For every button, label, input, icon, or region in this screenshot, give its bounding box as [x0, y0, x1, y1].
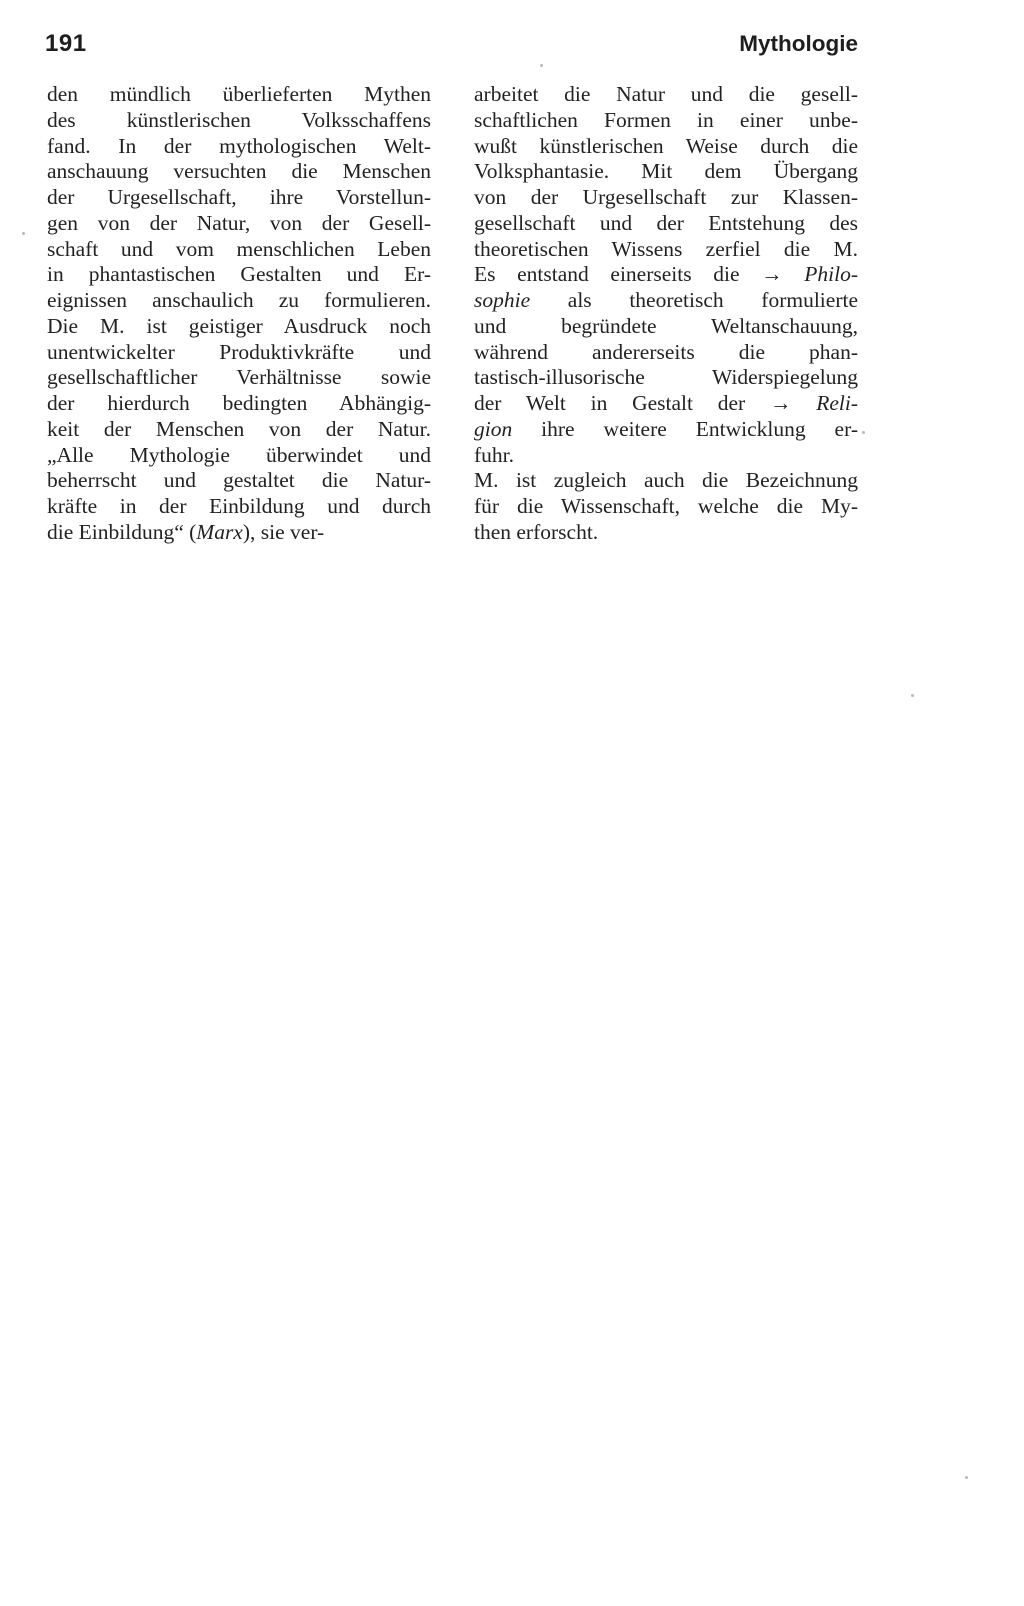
right-column-line: gesellschaft und der Entstehung des	[474, 210, 858, 235]
right-column-line	[474, 288, 858, 314]
right-column-line: wußt künstlerischen Weise durch die	[474, 133, 858, 158]
page-number: 191	[45, 30, 87, 57]
line-text: als theoretisch formulierte	[530, 288, 858, 312]
left-column-line: fand. In der mythologischen Welt-	[47, 133, 431, 158]
line-text: Es entstand einerseits die →	[474, 262, 805, 287]
scan-speck	[22, 232, 25, 235]
left-column-line: unentwickelter Produktivkräfte und	[47, 339, 431, 364]
right-column-line: tastisch-illusorische Widerspiegelung	[474, 365, 858, 390]
left-column-line: der Urgesellschaft, ihre Vorstellun-	[47, 185, 431, 209]
left-column-line: kräfte in der Einbildung und durch	[47, 494, 431, 518]
line-text: der Welt in Gestalt der →	[474, 391, 817, 415]
left-column-line: Die M. ist geistiger Ausdruck noch	[47, 313, 431, 338]
cross-reference-term: Marx	[196, 519, 243, 544]
scan-speck	[862, 431, 865, 434]
right-column-line: und begründete Weltanschauung,	[474, 313, 858, 338]
right-column-line: theoretischen Wissens zerfiel die M.	[474, 236, 858, 261]
right-column-line: während andererseits die phan-	[474, 339, 858, 364]
cross-reference-term: Philo-	[804, 262, 858, 287]
left-column-line: gen von der Natur, von der Gesell-	[47, 210, 431, 235]
cross-reference-term: gion	[474, 416, 513, 441]
right-column-line: für die Wissenschaft, welche die My-	[474, 494, 858, 518]
right-column-line: M. ist zugleich auch die Bezeichnung	[474, 468, 858, 493]
line-text: ), sie ver-	[242, 519, 325, 544]
cross-reference-term: sophie	[474, 288, 531, 312]
left-column-line: der hierdurch bedingten Abhängig-	[47, 391, 431, 415]
right-column-line: schaftlichen Formen in einer unbe-	[474, 107, 858, 132]
cross-reference-term: Reli-	[816, 391, 858, 415]
right-column-line: von der Urgesellschaft zur Klassen-	[474, 185, 858, 209]
left-column-line: des künstlerischen Volksschaffens	[47, 107, 431, 132]
right-column-line: fuhr.	[474, 442, 515, 467]
left-column-line: anschauung versuchten die Menschen	[47, 159, 431, 184]
right-column-line: then erforscht.	[474, 519, 599, 544]
left-column-line: keit der Menschen von der Natur.	[47, 416, 431, 441]
text-column-left	[47, 82, 431, 546]
left-column-line: eignissen anschaulich zu formulieren.	[47, 288, 431, 312]
scan-speck	[540, 64, 543, 67]
right-column-line	[474, 417, 858, 443]
left-column-line	[47, 520, 431, 546]
line-text: die Einbildung“ (	[47, 519, 197, 544]
line-text: ihre weitere Entwicklung er-	[512, 416, 858, 441]
right-column-line: Volksphantasie. Mit dem Übergang	[474, 159, 858, 184]
left-column-line: den mündlich überlieferten Mythen	[47, 82, 431, 106]
left-column-line: schaft und vom menschlichen Leben	[47, 236, 431, 261]
left-column-line: gesellschaftlicher Verhältnisse sowie	[47, 365, 431, 390]
left-column-line: beherrscht und gestaltet die Natur-	[47, 468, 431, 493]
left-column-line: „Alle Mythologie überwindet und	[47, 442, 431, 467]
right-column-line	[474, 391, 858, 417]
text-column-right	[474, 82, 858, 546]
right-column-line: arbeitet die Natur und die gesell-	[474, 82, 858, 106]
scan-speck	[911, 694, 914, 697]
running-head: Mythologie	[739, 31, 858, 56]
right-column-line	[474, 262, 858, 288]
scan-speck	[965, 1476, 968, 1479]
left-column-line: in phantastischen Gestalten und Er-	[47, 262, 431, 287]
